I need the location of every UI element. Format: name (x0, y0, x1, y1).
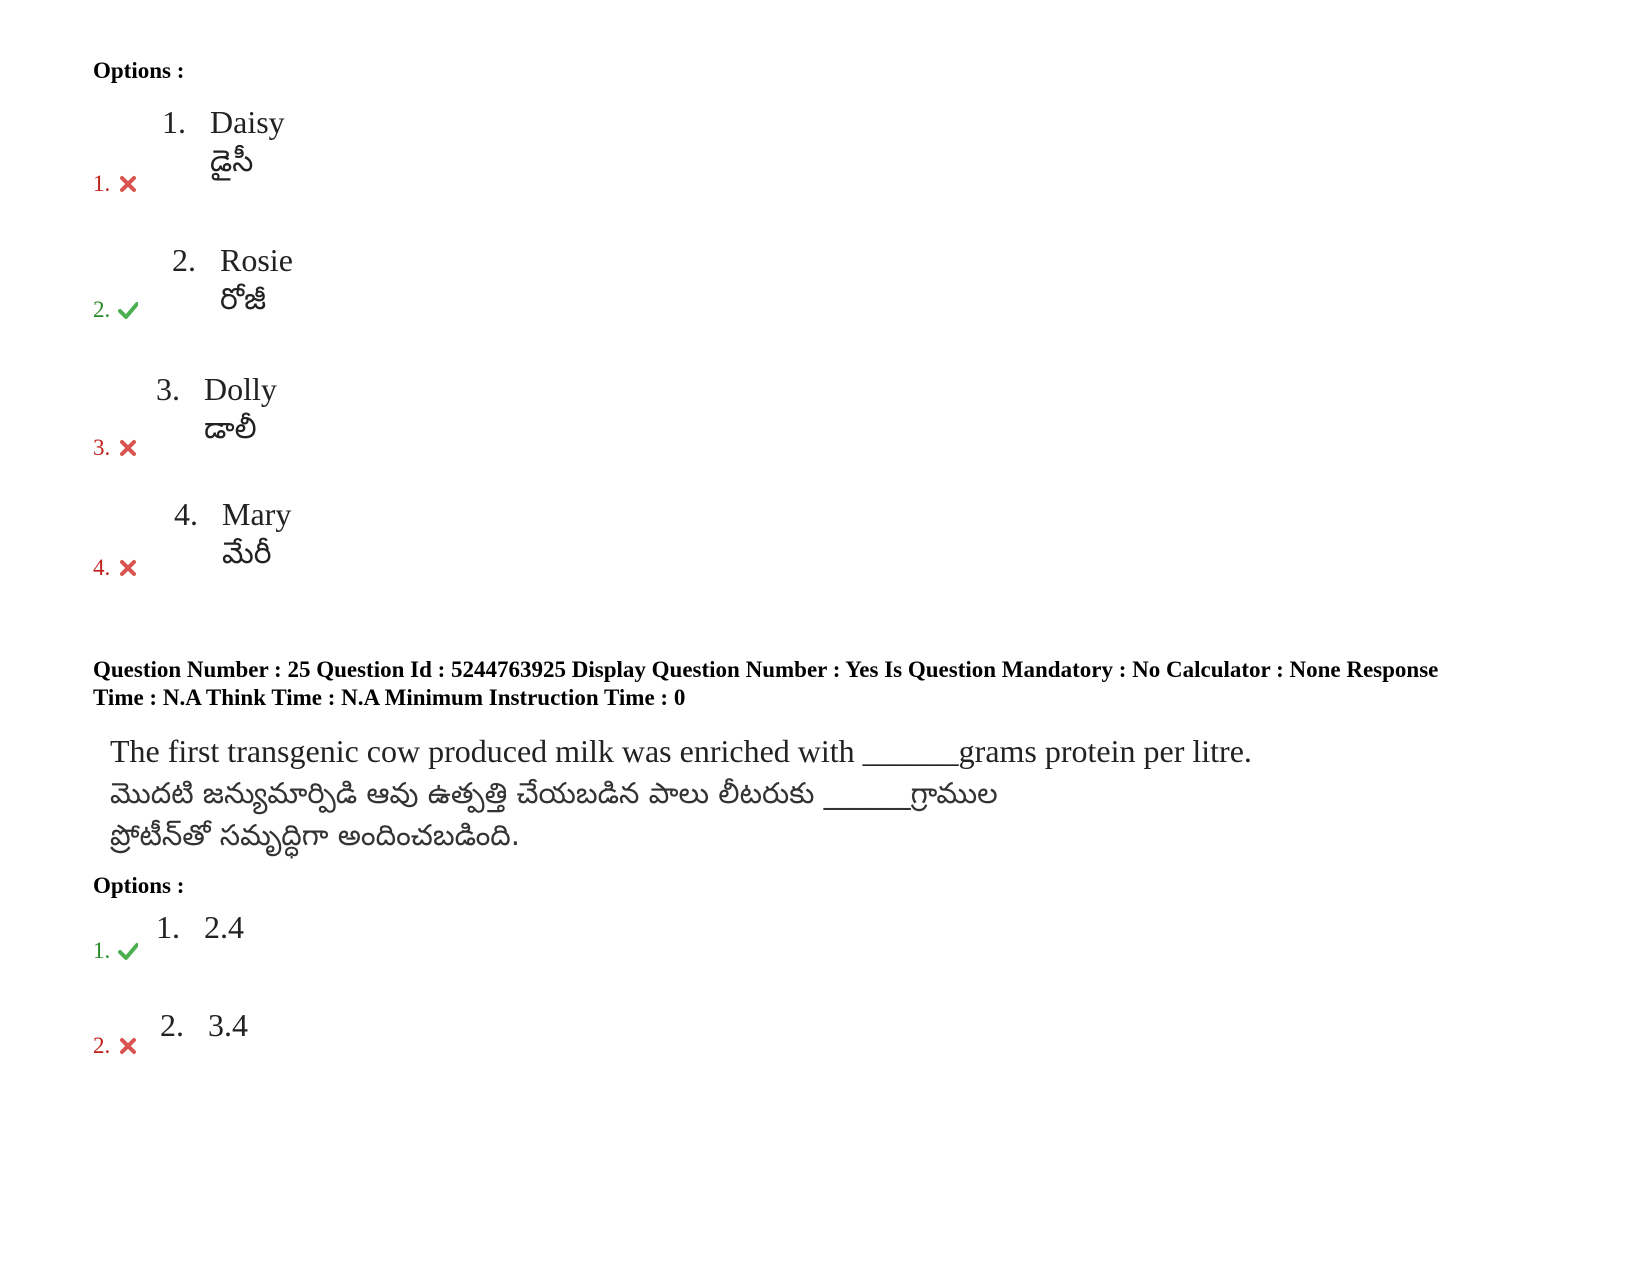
option-marker-number: 1. (93, 171, 111, 196)
option-marker (93, 555, 138, 581)
question-text (110, 730, 1252, 856)
option-number: 4. (174, 496, 198, 532)
question-text-en: The first transgenic cow produced milk was enriched with ______grams protein per litre. (110, 733, 1252, 769)
option-value: 3.4 (208, 1007, 248, 1043)
option-marker (93, 435, 138, 461)
option-text-en: Daisy (210, 104, 285, 140)
option-number: 3. (156, 371, 180, 407)
option-number: 2. (172, 242, 196, 278)
option-number: 1. (156, 909, 180, 945)
option-text-te: డైసీ (210, 144, 254, 179)
options-heading: Options : (93, 873, 185, 898)
option-marker (93, 171, 138, 197)
option-marker (93, 297, 138, 323)
option-marker-number: 4. (93, 555, 111, 580)
option-text-en: Dolly (204, 371, 277, 407)
option-number: 2. (160, 1007, 184, 1043)
option-text-en: Mary (222, 496, 292, 532)
cross-icon (118, 174, 138, 194)
option-value: 2.4 (204, 909, 244, 945)
option-content (172, 240, 293, 320)
option-text-te: రోజీ (220, 282, 267, 317)
option-content (162, 102, 285, 182)
option-text-te: మేరీ (222, 536, 272, 571)
cross-icon (118, 438, 138, 458)
option-marker-number: 2. (93, 1033, 111, 1058)
question-meta-line: Question Number : 25 Question Id : 5244763925 Display Question Number : Yes Is Question Mandatory : No Calculator : None Response (93, 657, 1439, 682)
question-meta-line: Time : N.A Think Time : N.A Minimum Instruction Time : 0 (93, 685, 686, 710)
question-text-te: ప్రోటీన్‌తో సమృద్ధిగా అందించబడింది. (110, 818, 520, 852)
options-heading: Options : (93, 58, 185, 83)
option-text-en: Rosie (220, 242, 293, 278)
question-text-te: మొదటి జన్యుమార్పిడి ఆవు ఉత్పత్తి చేయబడిన పాలు లీటరుకు ______గ్రాముల (110, 776, 998, 810)
option-content (174, 494, 291, 574)
check-icon (118, 941, 138, 961)
option-marker (93, 1033, 138, 1059)
option-text-te: డాలీ (204, 411, 257, 446)
option-marker (93, 938, 138, 964)
check-icon (118, 300, 138, 320)
option-content (160, 1005, 248, 1045)
cross-icon (118, 558, 138, 578)
question-metadata (93, 656, 1573, 712)
option-marker-number: 3. (93, 435, 111, 460)
option-marker-number: 1. (93, 938, 111, 963)
option-content (156, 907, 244, 947)
option-marker-number: 2. (93, 297, 111, 322)
option-number: 1. (162, 104, 186, 140)
cross-icon (118, 1036, 138, 1056)
option-content (156, 369, 277, 449)
